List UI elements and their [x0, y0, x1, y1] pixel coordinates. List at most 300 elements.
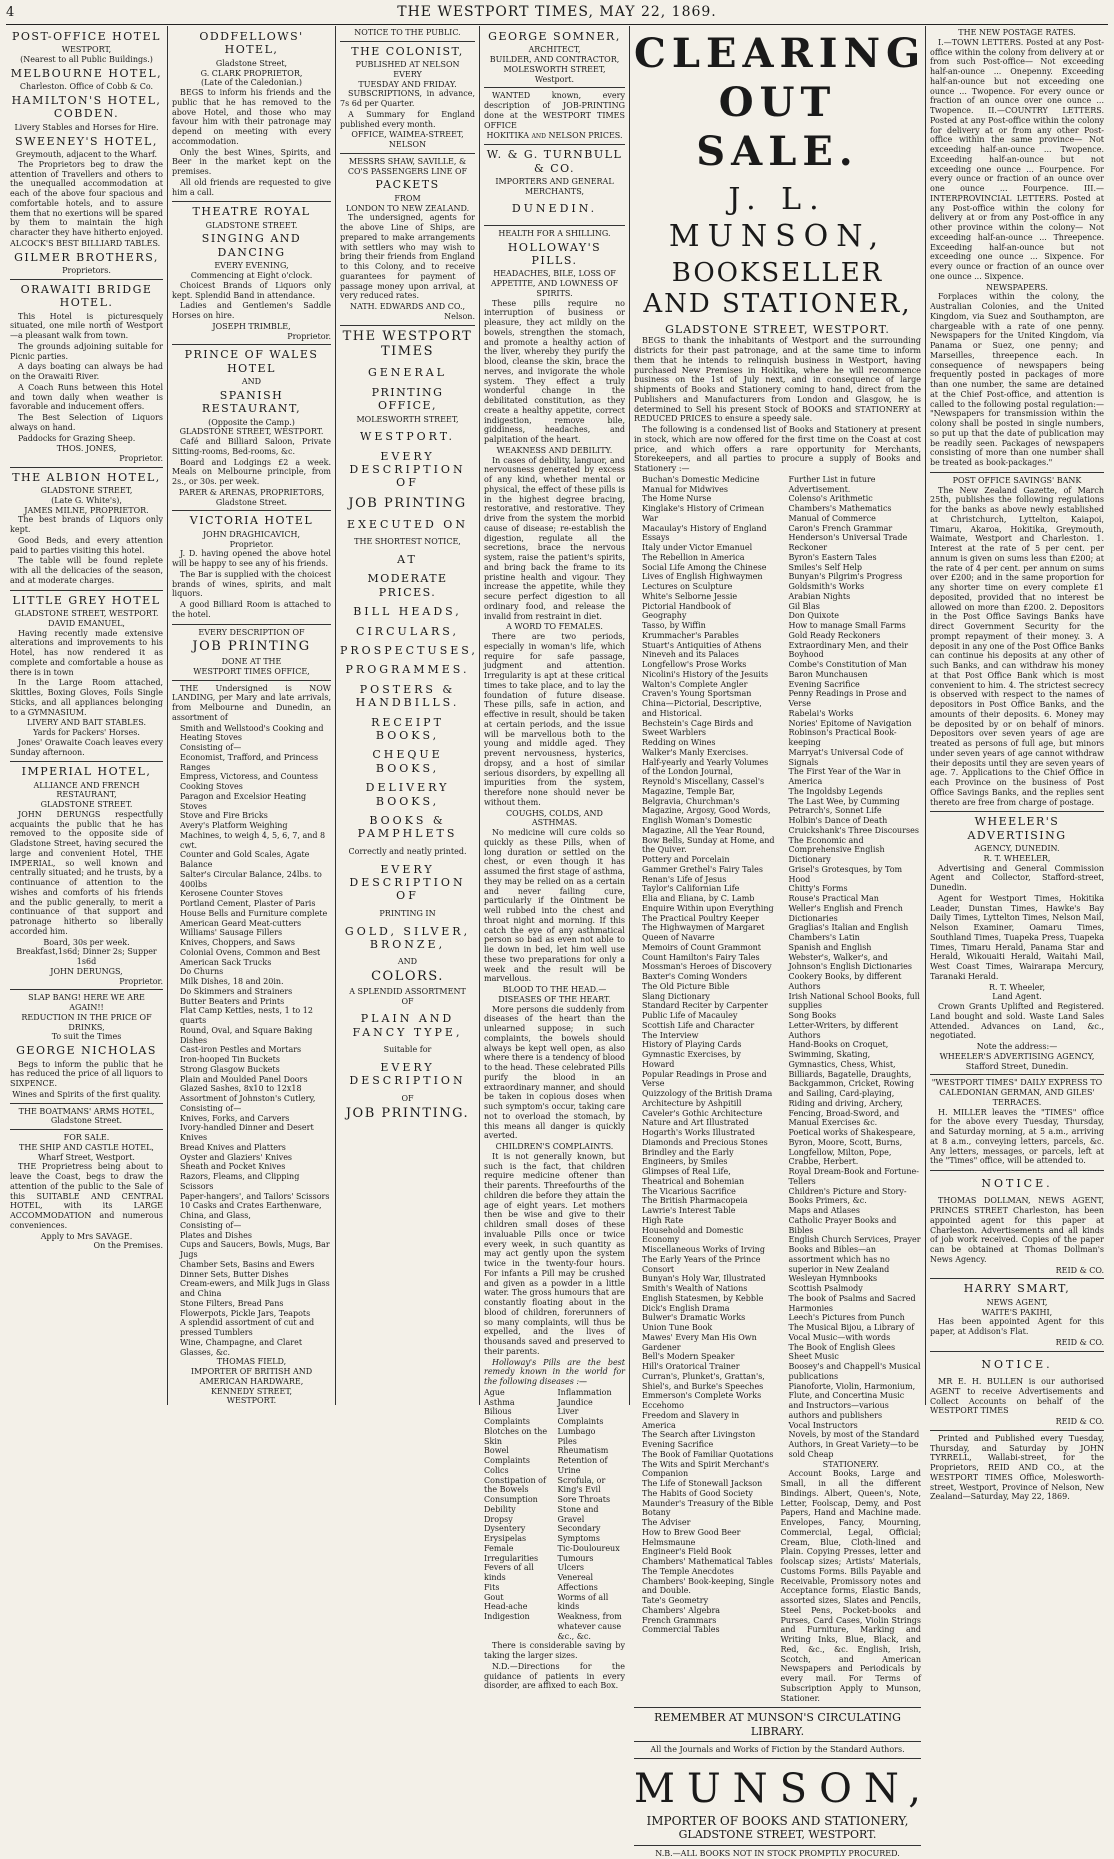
ad-notice-bullen — [930, 1358, 1104, 1431]
ad-subtitle: SPANISH RESTAURANT, — [201, 388, 302, 416]
list-item: Baxter's Coming Wonders — [642, 972, 748, 982]
list-item: PROSPECTUSES, — [340, 643, 478, 657]
ad-title: HAMILTON'S HOTEL, COBDEN. — [11, 94, 162, 121]
list-item: How to manage Small Farms — [788, 621, 906, 631]
list-item: Essays — [642, 533, 670, 543]
ad-note: DONE AT THE — [221, 657, 282, 667]
list-item: Walton's Complete Angler — [642, 679, 748, 689]
list-item: Renan's Life of Jesus — [642, 874, 727, 884]
list-item: Butter Beaters and Prints — [180, 996, 285, 1006]
book-list-2 — [781, 475, 922, 1460]
list-item: Fevers of all kinds — [484, 1563, 534, 1583]
ad-title: POST-OFFICE HOTEL — [12, 30, 161, 43]
ad-body: Having recently made extensive alterations and improvements to his Hotel, has now rendered it as complete and comfortable a house as there is in town — [10, 628, 163, 677]
list-item: Caron's French Grammar — [788, 523, 893, 533]
list-item: The First Year of the War in America — [788, 767, 901, 787]
list-item: BOOKS & PAMPHLETS — [357, 813, 458, 841]
ad-body: The Proprietors beg to draw the attention of Travellers and others to the unequalled accommodation at each of the above four spacious and comfortable hotels, and to assure them that no exertions will be spared by them to maintain the high character they have hitherto enjoyed. — [10, 159, 163, 238]
list-item: Novels, by most of the Standard Authors, in Great Variety—to be sold Cheap — [788, 1430, 920, 1459]
list-item: Elia and Eliana, by C. Lamb — [642, 894, 755, 904]
list-item: Household and Domestic Economy — [642, 1225, 744, 1245]
list-item: Plain and Moulded Panel Doors — [180, 1074, 308, 1084]
ad-subtitle: A WORD TO FEMALES. — [506, 622, 603, 632]
list-item: Round, Oval, and Square Baking Dishes — [180, 1025, 313, 1045]
list-item: Strong Glasgow Buckets — [180, 1064, 280, 1074]
list-item: Extraordinary Men, and their Boyhood — [788, 640, 909, 660]
list-item: Flowerpots, Pickle Jars, Teapots — [180, 1308, 311, 1318]
list-item: Paper-hangers', and Tailors' Scissors — [180, 1191, 330, 1201]
list-item: China—Pictorial, Descriptive, and Historical. — [642, 699, 762, 718]
list-item: English Church Services, Prayer Books and Bibles—an assortment which has no superior in New Zealand — [788, 1235, 921, 1274]
ad-note: OF — [401, 996, 414, 1006]
book-list-1 — [634, 475, 775, 1705]
list-item: PROGRAMMES. — [345, 663, 470, 677]
list-item: Longfellow's Prose Works — [642, 660, 747, 670]
ad-subtitle: REDUCTION IN THE PRICE OF DRINKS, — [21, 1012, 152, 1032]
list-item: Evening Sacrifice — [642, 1440, 714, 1450]
ad-subtitle: HEADACHES, BILE, LOSS OF APPETITE, AND LOWNESS OF SPIRITS. — [490, 269, 619, 298]
list-item: History of Playing Cards — [642, 1040, 742, 1050]
ad-post-office-hotel — [10, 30, 163, 280]
ad-subtitle: WESTPORT TIMES OFFICE, — [193, 666, 310, 676]
list-item: The British Pharmacopeia — [642, 1196, 748, 1206]
list-item: Union Tune Book — [642, 1323, 713, 1333]
list-item: Slang Dictionary — [642, 991, 710, 1001]
ad-body: Crown Grants Uplifted and Registered. Land bought and sold. Waste Land Sales Attended. Advances on Land, &c., negotiated. — [930, 1002, 1104, 1041]
ad-slap-bang — [10, 993, 163, 1103]
ad-subtitle: AND — [241, 377, 262, 387]
list-item: Petrarch's, Sonnet Life — [788, 806, 882, 816]
imprint — [930, 1434, 1104, 1506]
ad-note: To suit the Times — [51, 1032, 122, 1042]
ad-ship-and-castle — [10, 1133, 163, 1254]
ad-proprietor: JAMES MILNE, PROPRIETOR. — [24, 505, 149, 515]
list-item: Venereal Affections — [557, 1573, 598, 1592]
ad-subtitle: WAITE'S PAKIHI, — [981, 1307, 1053, 1317]
list-item: Chitty's Forms — [788, 884, 848, 894]
list-item: Gold Ready Reckoners — [788, 630, 881, 640]
ad-body: There is considerable saving by taking the larger sizes. — [484, 1641, 625, 1661]
ad-body: N.D.—Directions for the guidance of patients in every disorder, are affixed to each Box. — [484, 1661, 625, 1691]
ad-title: HOLLOWAY'S PILLS. — [507, 240, 602, 268]
ad-body: The best brands of Liquors only kept. — [10, 515, 163, 535]
list-item: Leech's Pictures from Punch — [788, 1313, 905, 1323]
ad-note: (Nearest to all Public Buildings.) — [20, 55, 153, 65]
ad-role: Land Agent. — [992, 992, 1042, 1002]
ad-job-printing — [172, 628, 331, 681]
list-item: Portland Cement, Plaster of Paris — [180, 899, 316, 909]
ad-note: OFFICE, WAIMEA-STREET, NELSON — [351, 130, 464, 150]
ad-title: THE WESTPORT TIMES — [342, 328, 473, 360]
list-item: American Geard Meat-cutters — [180, 918, 302, 928]
list-item: Gammer Grethel's Fairy Tales — [642, 864, 763, 874]
list-item: Milk Dishes, 18 and 20in. — [180, 977, 284, 987]
list-item: Caveler's Gothic Architecture — [642, 1108, 763, 1118]
ad-shaw-saville — [340, 157, 475, 326]
list-item: Krummacher's Parables — [642, 630, 739, 640]
ad-role: AMERICAN HARDWARE, — [199, 1376, 304, 1386]
ad-body: A Coach Runs between this Hotel and town daily when weather is favorable and inducement offers. — [10, 382, 163, 412]
ad-subtitle: ARCHITECT, — [528, 45, 581, 55]
ad-subtitle: EVERY EVENING, — [214, 261, 289, 271]
list-item: &c., &c. — [557, 1631, 591, 1641]
ad-colonist — [340, 45, 475, 154]
ad-title: THE BOATMANS' ARMS HOTEL, — [18, 1106, 155, 1116]
list-item: The book of Psalms and Sacred Harmonies — [788, 1293, 916, 1313]
list-item: Retention of Urine — [557, 1456, 608, 1475]
list-item: Don Quixote — [788, 611, 839, 621]
list-item: Consisting of— — [180, 1220, 242, 1230]
ad-subtitle: THE SHIP AND CASTLE HOTEL, — [19, 1142, 154, 1152]
ad-body: All old friends are requested to give him a call. — [172, 177, 331, 197]
ad-signature: THOS. JONES, — [56, 444, 117, 454]
list-item: Diamonds and Precious Stones — [642, 1137, 768, 1147]
list-item: DELIVERY BOOKS, — [365, 781, 450, 808]
ad-note: HEALTH FOR A SHILLING. — [498, 228, 611, 238]
ad-subtitle: LIVERY AND BAIT STABLES. — [26, 718, 147, 728]
ad-title: NOTICE TO THE PUBLIC. — [354, 28, 461, 37]
ad-note: (Late G. White's), — [51, 495, 122, 505]
list-item: Kerosene Counter Stoves — [180, 889, 283, 899]
list-item: Iron-hooped Tin Buckets — [180, 1055, 280, 1065]
list-item: Weakness, from whatever cause — [557, 1612, 622, 1631]
ad-signature: REID & CO. — [1055, 1337, 1104, 1347]
ad-note: Correctly and neatly printed. — [348, 846, 467, 856]
ad-subtitle: MOLESWORTH STREET, — [356, 414, 459, 424]
ad-hardware — [172, 684, 331, 1410]
diseases-list-1 — [484, 1388, 552, 1642]
ad-signature: REID & CO. — [1055, 1417, 1104, 1427]
list-item: Lectures on Sculpture — [642, 582, 733, 592]
ad-title: MUNSON, — [634, 1765, 934, 1812]
list-item: Do Skimmers and Strainers — [180, 986, 293, 996]
list-item: Cruickshank's Three Discourses — [788, 825, 919, 835]
list-item: The Early Years of the Prince Consort — [642, 1254, 761, 1274]
ad-subtitle: COUGHS, COLDS, AND ASTHMAS. — [506, 808, 603, 828]
list-item: Smith and Wellstood's Cooking and Heating Stoves — [180, 723, 324, 743]
list-item: Paragon and Excelsior Heating Stoves — [180, 791, 307, 811]
ad-note: Nelson. — [444, 311, 475, 321]
list-item: Bilious Complaints — [484, 1407, 531, 1427]
ad-role: IMPORTER OF BRITISH AND — [190, 1367, 313, 1377]
list-item: Flat Camp Kettles, nests, 1 to 12 quarts — [180, 1006, 313, 1026]
ad-title: EVERY DESCRIPTION OF — [198, 627, 305, 637]
list-item: Baron Munchausen — [788, 669, 868, 679]
ad-role: KENNEDY STREET, — [210, 1386, 293, 1396]
ad-body: Advertising and General Commission Agent and Collector, Stafford-street, Dunedin. — [930, 863, 1104, 893]
list-item: Spanish and English — [788, 942, 872, 952]
list-item: Henderson's Universal Trade Reckoner — [788, 533, 908, 553]
list-item: Secondary Symptoms — [557, 1524, 601, 1544]
ad-note: Board, 30s per week. — [43, 937, 130, 947]
ad-subtitle: GOLD, SILVER, BRONZE, — [344, 924, 471, 951]
ad-note: Wharf Street, Westport. — [38, 1152, 135, 1162]
ad-title: NOTICE. — [981, 1357, 1053, 1371]
list-item: The Old Picture Bible — [642, 981, 730, 991]
list-item: Hogarth's Works Illustrated — [642, 1128, 755, 1138]
ad-body: Board and Lodgings £2 a week. Meals on Melbourne principle, from 2s., or 30s. per week. — [172, 457, 331, 487]
list-item: Nineveh and its Palaces — [642, 650, 739, 660]
ad-subtitle: GLADSTONE STREET, — [40, 486, 133, 496]
list-item: The Adviser — [642, 1518, 691, 1528]
list-item: Catholic Prayer Books and Bibles — [788, 1215, 897, 1235]
list-item: Wine, Champagne, and Claret Glasses, &c. — [180, 1337, 303, 1357]
ad-notice-dollman — [930, 1177, 1104, 1279]
list-item: The Book of Familiar Quotations — [642, 1449, 774, 1459]
list-item: Glimpses of Real Life, Theatrical and Bohemian — [642, 1167, 745, 1186]
list-item: Italy under Victor Emanuel — [642, 543, 753, 553]
list-item: Stone and Gravel — [557, 1504, 599, 1524]
ad-note: PRINTING IN — [379, 908, 436, 918]
list-item: Poetical works of Shakespeare, Byron, Moore, Scott, Burns, Longfellow, Milton, Pope, Crabbe, Herbert. — [788, 1128, 916, 1167]
ad-imperial-hotel — [10, 765, 163, 990]
ad-subtitle: WHEELER'S ADVERTISING AGENCY, — [939, 1051, 1095, 1061]
list-item: Pictorial Handbook of Geography — [642, 601, 731, 621]
ad-note: Westport. — [534, 74, 575, 84]
ad-body: The Bar is supplied with the choicest brands of wines, spirits, and malt liquors. — [172, 569, 331, 599]
ad-printing-office — [340, 328, 478, 1127]
column-6 — [926, 26, 1108, 1502]
ad-subtitle: RESTAURANT, — [56, 790, 117, 800]
list-item: Redding on Wines — [642, 738, 716, 748]
list-item: Razors, Fleams, and Clipping Scissors — [180, 1172, 300, 1191]
ad-body: BEGS to inform his friends and the public that he has removed to the above Hotel, and those who may favour him with their patronage may depend on meeting with every accommodation. — [172, 88, 331, 146]
list-item: Plates and Dishes — [180, 1230, 252, 1240]
list-item: Pianoforte, Violin, Harmonium, Flute, and Concertina Music and Instructors—various authors and publishers — [788, 1381, 916, 1420]
ad-subtitle: LONDON TO NEW ZEALAND. — [345, 203, 470, 213]
ad-subtitle: JOB PRINTING — [192, 639, 311, 655]
list-item: Arabian Nights — [788, 591, 851, 601]
list-item: Hand-Books on Croquet, Swimming, Skating, Gymnastics, Chess, Whist, Billiards, Bagatelle, Draughts, Backgammon, Cricket, Rowing and Sailing, Card-playing, Riding and driving, Archery, Fencing, Broad-Sword, and Manual Exercises &c. — [788, 1040, 914, 1128]
list-item: RECEIPT BOOKS, — [371, 715, 444, 742]
list-item: Count Hamilton's Fairy Tales — [642, 952, 760, 962]
ad-orawaiti-bridge-hotel — [10, 283, 163, 468]
ad-note: AT — [397, 552, 418, 566]
ad-body: BEGS to thank the inhabitants of Westport and the surrounding districts for their past patronage, and at the same time to inform them that he intends to relinquish business in Westport, having purchased New Premises in Hokitika, where he will recommence business on the 1st of July next, and in consequence of large shipments of Books and Stationery coming to hand, direct from the Publishers and Manufacturers from London and Glasgow, he is determined to Sell his present Stock of BOOKS and STATIONERY at REDUCED PRICES to ensure a speedy sale. — [634, 336, 921, 424]
ad-title: LITTLE GREY HOTEL — [12, 593, 161, 607]
list-item: 10 Casks and Crates Earthenware, China, and Glass, — [180, 1201, 322, 1221]
ad-proprietor: R. T. WHEELER, — [983, 853, 1051, 863]
ad-body: In the Large Room attached, Skittles, Boxing Gloves, Foils Single Sticks, and all appliances belonging to a GYMNASIUM. — [10, 678, 163, 717]
ad-subtitle: GLADSTONE STREET, WESTPORT. — [14, 609, 159, 619]
list-item: CHEQUE BOOKS, — [372, 748, 443, 775]
ad-subtitle: PLAIN AND FANCY TYPE, — [352, 1012, 463, 1039]
list-item: Liver Complaints — [557, 1407, 604, 1427]
list-item: Miscellaneous Works of Irving — [642, 1245, 765, 1255]
list-item: The Rebellion in America — [642, 552, 745, 562]
list-item: Blotches on the Skin — [484, 1426, 548, 1446]
ad-title: SWEENEY'S HOTEL, — [15, 134, 158, 148]
ad-subtitle: ALLIANCE AND FRENCH — [33, 780, 140, 790]
list-item: Byron's Eastern Tales — [788, 552, 877, 562]
page-number: 4 — [6, 4, 15, 20]
list-item: Popular Readings in Prose and Verse — [642, 1069, 767, 1089]
list-item: The Last Wee, by Cumming — [788, 796, 900, 806]
list-item: Emmerson's Complete Works — [642, 1391, 762, 1401]
list-item: Buchan's Domestic Medicine — [642, 474, 760, 484]
ad-role: Proprietor. — [119, 976, 163, 986]
ad-body: A days boating can always be had on the Orawaiti River. — [10, 362, 163, 381]
ad-body: THOMAS DOLLMAN, NEWS AGENT, PRINCES STREET Charleston, has been appointed agent for this paper at Charleston. Advertisements and all kinds of job work received. Copies of the paper can be obtained at Thomas Dollman's News Agency. — [930, 1196, 1104, 1264]
ad-signature: PARER & ARENAS, PROPRIETORS, — [178, 487, 325, 497]
list-item: Weller's English and French Dictionaries — [788, 903, 903, 923]
list-item: Song Books — [788, 1011, 837, 1021]
ad-subtitle: BUILDER, AND CONTRACTOR, — [489, 55, 620, 65]
ad-note: N.B.—ALL BOOKS NOT IN STOCK PROMPTLY PROCURED. — [655, 1848, 900, 1858]
ad-signature: JOSEPH TRIMBLE, — [212, 321, 291, 331]
list-item: Nories' Epitome of Navigation — [788, 718, 912, 728]
list-item: Lawrie's Interest Table — [642, 1206, 736, 1216]
list-item: Mossman's Heroes of Discovery — [642, 962, 772, 972]
ad-title: W. & G. TURNBULL & CO. — [486, 148, 623, 175]
list-item: Nature and Art Illustrated — [642, 1118, 749, 1128]
ad-subtitle: BOOKSELLER AND STATIONER, — [643, 257, 912, 320]
ad-turnbull — [484, 148, 625, 226]
ad-subtitle: MODERATE PRICES. — [367, 572, 448, 599]
ad-signature: GILMER BROTHERS, — [14, 250, 159, 264]
ad-subtitle: GLADSTONE STREET, WESTPORT. — [665, 323, 890, 337]
list-item: Chambers' Mathematical Tables — [642, 1557, 773, 1567]
ad-subtitle: GLADSTONE STREET, WESTPORT. — [179, 427, 324, 437]
list-item: The Wits and Spirit Merchant's Companion — [642, 1459, 769, 1479]
list-item: Half-yearly and Yearly Volumes of the London Journal, Reynold's Miscellany, Cassel's Magazine, Temple Bar, Belgravia, Churchman's Magazine, Argosy, Good Words, English Woman's Domestic Magazine, All the Year Round, Bow Bells, Sunday at Home, and the Quiver. — [642, 757, 775, 855]
ad-harry-smart — [930, 1282, 1104, 1351]
list-item: Ulcers — [557, 1563, 584, 1573]
ad-role: NEWS AGENT, — [986, 1297, 1048, 1307]
list-item: Enquire Within upon Everything — [642, 903, 774, 913]
page-header — [6, 0, 1108, 25]
ad-subtitle: IMPORTERS AND GENERAL — [495, 176, 614, 186]
list-item: Oyster and Glaziers' Knives — [180, 1152, 293, 1162]
ad-body: The following is a condensed list of Books and Stationery at present in stock, which are now offered for the first time on the Coast at cost price, and which offers a rare opportunity for Merchants, Storekeepers, and all parties to procure a supply of Books and Stationery :— — [634, 425, 921, 474]
list-item: Cream-ewers, and Milk Jugs in Glass and China — [180, 1279, 330, 1299]
list-item: Maps and Atlases — [788, 1206, 860, 1216]
ad-body: Forplaces within the colony, the Australian Colonies, and the United Kingdom, via Suez and Southampton, are chargeable with a rate of one penny. Newspapers for the United Kingdom, via Panama or Suez, one penny; and Marseilles, threepence each. In consequence of newspapers being frequently posted in packages of more than one number, the same are detained at the Chief Post-office, and attention is called to the following postal regulation:— "Newspapers for transmission within the colony shall be posted in single numbers, so put up that the date of publication may be readily seen. Packages of newspapers consisting of more than one number shall be treated as book-packages." — [930, 292, 1104, 467]
list-item: Piles — [557, 1436, 577, 1446]
list-item: Fits — [484, 1582, 500, 1592]
list-item: Consisting of— — [180, 743, 242, 753]
ad-george-somner — [484, 30, 625, 88]
ad-subtitle: PACKETS — [375, 178, 440, 192]
list-item: Asthma — [484, 1397, 515, 1407]
ad-title: NOTICE. — [981, 1177, 1053, 1191]
ad-subtitle: Gladstone Street, — [215, 58, 288, 68]
ad-title: ODDFELLOWS' HOTEL, — [199, 30, 304, 57]
ad-savings-bank — [930, 476, 1104, 813]
list-item: American Sack Trucks — [180, 957, 272, 967]
ad-wheelers-agency — [930, 815, 1104, 1075]
list-item: Smith's Wealth of Nations — [642, 1284, 748, 1294]
ad-subtitle: WEAKNESS AND DEBILITY. — [496, 445, 613, 455]
ad-role: Proprietor. — [287, 331, 331, 341]
ad-note: HOKITIKA and NELSON PRICES. — [486, 131, 623, 141]
ad-subtitle: CHILDREN'S COMPLAINTS. — [495, 1142, 614, 1152]
list-item: Goldsmith's Works — [788, 582, 865, 592]
ad-postage-rates — [930, 28, 1104, 473]
list-item: Architecture by Ashpitill — [642, 1098, 742, 1108]
list-item: Jaundice — [557, 1397, 593, 1407]
ad-note: GENERAL — [367, 366, 447, 380]
list-item: Pottery and Porcelain — [642, 855, 730, 865]
ad-body: There are two periods, especially in woman's life, which require for safe passage, judgment and attention. Irregularity is apt at these critical times to take place, and to lay the foundation of future disease. These pills, safe in action, and effective in result, should be taken at certain periods, and the issue will be marvellous both to the young and middle aged. They prevent nervousness, hysterics, dropsy, and a host of similar serious disorders, by expelling all impurities from the system, therefore none should never be without them. — [484, 632, 625, 807]
list-item: Bechstein's Cage Birds and Sweet Warblers — [642, 718, 754, 738]
list-item: French Grammars — [642, 1615, 717, 1625]
list-item: The Musical Bijou, a Library of Vocal Music—with words — [788, 1323, 915, 1342]
list-item: Erysipelas — [484, 1534, 527, 1544]
ad-title: REMEMBER AT MUNSON'S CIRCULATING LIBRARY. — [654, 1711, 901, 1738]
list-item: Do Churns — [180, 967, 224, 977]
book-list — [634, 475, 921, 1705]
list-item: Helmsmaune — [642, 1537, 696, 1547]
ad-body: The undersigned, agents for the above Line of Ships, are prepared to make arrangements with settlers who may wish to bring their friends from England to this Colony, and to receive guarantees for payment of passage money upon arrival, at very reduced rates. — [340, 213, 475, 301]
list-item: Holbin's Dance of Death — [788, 816, 888, 826]
list-item: Sore Throats — [557, 1495, 611, 1505]
list-item: High Rate — [642, 1215, 684, 1225]
list-item: Webster's, Walker's, and Johnson's English Dictionaries — [788, 952, 912, 972]
list-item: Evening Sacrifice — [788, 679, 860, 689]
list-item: Standard Reciter by Carpenter — [642, 1001, 768, 1011]
ad-title: IMPERIAL HOTEL, — [21, 765, 152, 779]
ad-wanted-known — [484, 91, 625, 145]
list-item: The Highwaymen of Margaret Queen of Navarre — [642, 923, 765, 943]
ad-note: ALCOCK'S BEST BILLIARD TABLES. — [10, 238, 161, 248]
list-item: Manual of Commerce — [788, 513, 876, 523]
list-item: Craven's Young Sportsman — [642, 689, 752, 699]
column-3 — [336, 26, 480, 1405]
ad-body: SUBSCRIPTIONS, in advance, 7s 6d per Quarter. — [340, 89, 475, 109]
ad-note: WESTPORT. — [360, 430, 455, 444]
ad-oddfellows-hotel — [172, 30, 331, 202]
list-item: Social Life Among the Chinese — [642, 562, 767, 572]
ad-body: More persons die suddenly from diseases of the heart than the unlearned suppose; in such complaints, the bowels should always be kept well open, as also where there is a tendency of blood to the head. These celebrated Pills purify the blood in an extraordinary manner, and should be taken in copious doses when such symptom's occur, taking care not to overload the stomach, by this means all danger is quickly averted. — [484, 1004, 625, 1141]
ad-holloways-pills — [484, 229, 625, 1695]
list-item: Avery's Platform Weighing Machines, to weigh 4, 5, 6, 7, and 8 cwt. — [180, 821, 326, 850]
list-item: The Practical Poultry Keeper — [642, 913, 759, 923]
ad-title: THEATRE ROYAL — [192, 205, 311, 219]
ad-body: These pills require no interruption of business or pleasure, they act mildly on the bowels, strengthen the stomach, and promote a healthy action of the liver, whereby they purify the blood, cleanse the skin, brace the nerves, and invigorate the whole system. They effect a truly wonderful change in the debilitated constitution, as they create a healthy appetite, correct indigestion, remove bile, giddiness, headaches, and palpitation of the heart. — [484, 298, 625, 445]
list-item: Glazed Sashes, 8x10 to 12x18 — [180, 1084, 302, 1094]
list-item: House Bells and Furniture complete — [180, 908, 328, 918]
ad-note: All the Journals and Works of Fiction by the Standard Authors. — [650, 1745, 905, 1755]
list-item: Gymnastic Exercises, by Howard — [642, 1050, 741, 1069]
ad-proprietor: JOHN DRAGHICAVICH, — [202, 529, 301, 539]
ad-signature: NATH. EDWARDS AND CO., — [349, 302, 466, 312]
ad-note: On the Premises. — [93, 1241, 163, 1251]
ad-subtitle: EVERY DESCRIPTION OF — [349, 449, 466, 490]
list-item: Consumption — [484, 1495, 538, 1505]
ad-note: AND — [397, 957, 418, 967]
ad-body: Agent for Westport Times, Hokitika Leader, Dunstan Times, Hawke's Bay Daily Times, Lyttelton Times, Nelson Mail, Nelson Examiner, Oamaru Times, Southland Times, Tuapeka Press, Tuapeka Times, Timaru Herald, Panama Star and Herald, Wikouaiti Herald, Waitahi Mail, West Coast Times, Wairarapa Mercury, Taranaki Herald. — [930, 893, 1104, 981]
ad-title: PRINCE OF WALES HOTEL — [184, 348, 319, 375]
list-item: Sheath and Pocket Knives — [180, 1162, 286, 1172]
list-item: Public Life of Macauley — [642, 1011, 738, 1021]
list-item: Ague — [484, 1387, 505, 1397]
list-item: Sheet Music — [788, 1352, 839, 1362]
ad-body: WANTED known, every description of JOB-PRINTING done at the WESTPORT TIMES OFFICE — [484, 91, 625, 130]
ad-role: WESTPORT. — [226, 1396, 277, 1406]
ad-subtitle: EVERY DESCRIPTION OF — [349, 862, 466, 903]
ad-role: Proprietors. — [62, 265, 111, 275]
list-item: Constipation of the Bowels — [484, 1475, 546, 1495]
list-item: Taylor's Californian Life — [642, 884, 740, 894]
ad-body: Ladies and Gentlemen's Saddle Horses on hire. — [172, 301, 331, 321]
ad-signature: R. T. Wheeler, — [989, 982, 1045, 992]
list-item: Kinglake's History of Crimean War — [642, 504, 765, 523]
ad-title: SLAP BANG! HERE WE ARE AGAIN!! — [28, 993, 145, 1013]
list-item: Chambers's Latin — [788, 933, 860, 943]
list-item: Counter and Gold Scales, Agate Balance — [180, 850, 310, 870]
ad-subtitle: PUBLISHED AT NELSON EVERY — [355, 60, 460, 79]
